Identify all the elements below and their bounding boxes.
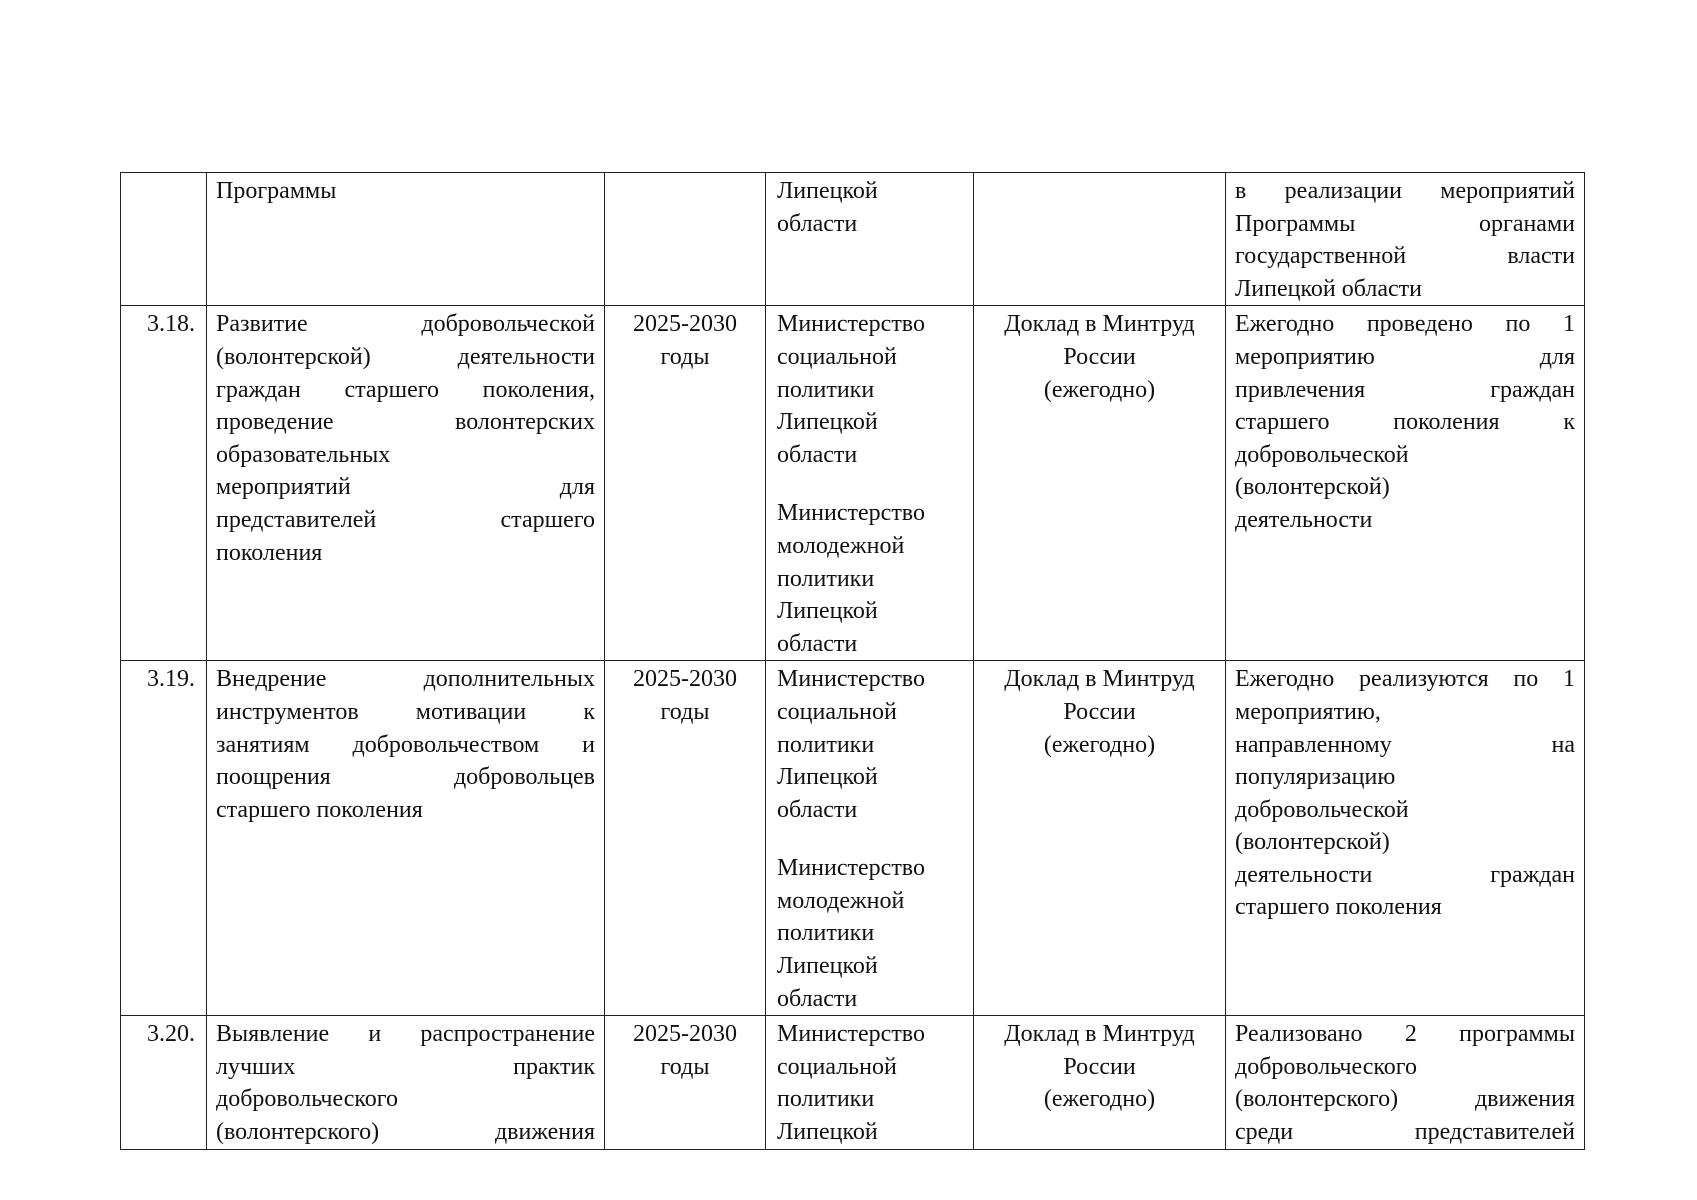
period-cell: 2025-2030 годы [605,661,766,1016]
report-cell: Доклад в Минтруд России (ежегодно) [974,1016,1226,1149]
row-number: 3.18. [121,306,207,661]
result-cell: Ежегодно реализуются по 1 мероприятию, направленному на популяризацию добровольческой (волонтерской) деятельности граждан старшего поколения [1226,661,1585,1016]
table-row [121,173,1585,306]
measure-title: Программы [207,173,605,306]
table-row [121,1016,1585,1149]
period-cell: 2025-2030 годы [605,1016,766,1149]
result-cell: Реализовано 2 программы добровольческого (волонтерского) движения среди представителей [1226,1016,1585,1149]
row-number: 3.19. [121,661,207,1016]
period-cell [605,173,766,306]
executor-cell: Липецкой области [766,173,974,306]
period-cell: 2025-2030 годы [605,306,766,661]
report-cell: Доклад в Минтруд России (ежегодно) [974,306,1226,661]
table-row [121,306,1585,661]
measures-table [120,172,1585,1150]
report-cell [974,173,1226,306]
table-row [121,661,1585,1016]
measure-title: Внедрение дополнительных инструментов мотивации к занятиям добровольчеством и поощрения добровольцев старшего поколения [207,661,605,1016]
executor-cell: Министерство социальной политики Липецкой области Министерство молодежной политики Липецкой области [766,306,974,661]
result-cell: Ежегодно проведено по 1 мероприятию для привлечения граждан старшего поколения к добровольческой (волонтерской) деятельности [1226,306,1585,661]
measure-title: Выявление и распространение лучших практик добровольческого (волонтерского) движения [207,1016,605,1149]
executor-cell: Министерство социальной политики Липецкой области Министерство молодежной политики Липецкой области [766,661,974,1016]
report-cell: Доклад в Минтруд России (ежегодно) [974,661,1226,1016]
row-number: 3.20. [121,1016,207,1149]
row-number [121,173,207,306]
executor-cell: Министерство социальной политики Липецкой [766,1016,974,1149]
measure-title: Развитие добровольческой (волонтерской) деятельности граждан старшего поколения, проведение волонтерских образовательных мероприятий для представителей старшего поколения [207,306,605,661]
result-cell: в реализации мероприятий Программы органами государственной власти Липецкой области [1226,173,1585,306]
